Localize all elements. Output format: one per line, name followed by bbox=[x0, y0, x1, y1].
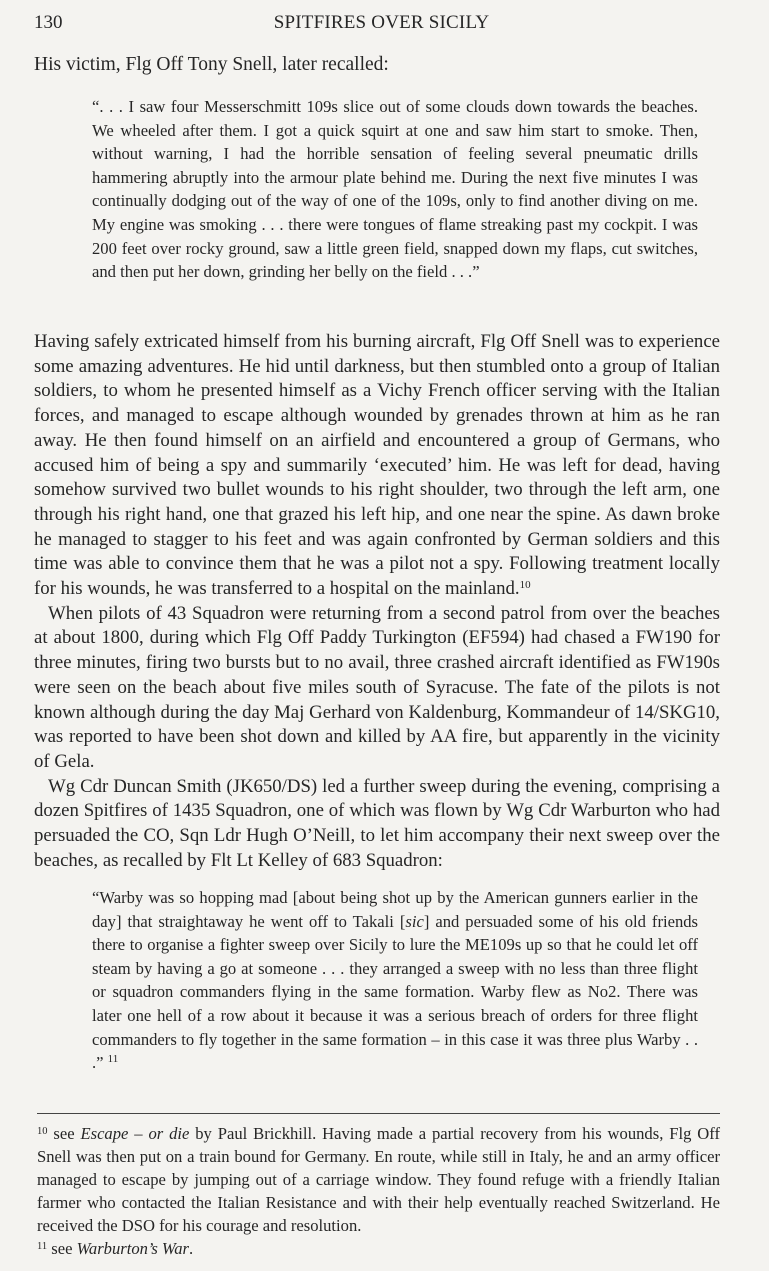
page-header bbox=[34, 12, 729, 38]
footnote-11: $^{11}$ see Warburton’s War. bbox=[37, 1239, 194, 1258]
block-quote-kelley bbox=[92, 886, 698, 1075]
intro-line: His victim, Flg Off Tony Snell, later recalled: bbox=[34, 54, 389, 75]
cited-title: Escape – or die bbox=[80, 1124, 190, 1143]
paragraph-43-squadron: When pilots of 43 Squadron were returning from a second patrol from over the beaches at about 1800, during which Flg Off Paddy Turkington (EF594) had chased a FW190 for three minutes, firing two bursts but to no avail, three crashed aircraft identified as FW190s were seen on the beach about five miles south of Syracuse. The fate of the pilots is not known although during the day Maj Gerhard von Kaldenburg, Kommandeur of 14/SKG10, was reported to have been shot down and killed by AA fire, but apparently in the vicinity of Gela. bbox=[34, 602, 720, 772]
cited-title: Warburton’s War bbox=[76, 1239, 189, 1258]
footnote-divider bbox=[37, 1113, 720, 1114]
quote-text: “Warby was so hopping mad [about being shot up by the American gunners earlier in the day] that straightaway he went off to Takali [sic] and persuaded some of his old friends there to organise a fighter sweep over Sicily to lure the ME109s up so that he could let off steam by having a go at someone . . . they arranged a sweep with no less than three flight or squadron commanders flying in the same formation. Warby flew as No2. There was later one hell of a row about it because it was a serious breach of orders for three flight commanders to fly together in the same formation – in this case it was three plus Warby . . .” $^{11}$ bbox=[92, 888, 698, 1073]
paragraph-duncan-smith: Wg Cdr Duncan Smith (JK650/DS) led a further sweep during the evening, comprising a dozen Spitfires of 1435 Squadron, one of which was flown by Wg Cdr Warburton who had persuaded the CO, Sqn Ldr Hugh O’Neill, to let him accompany their next sweep over the beaches, as recalled by Flt Lt Kelley of 683 Squadron: bbox=[34, 775, 720, 871]
quote-text: “. . . I saw four Messerschmitt 109s slice out of some clouds down towards the beaches. We wheeled after them. I got a quick squirt at one and saw him start to smoke. Then, without warning, I had the horrible sensation of feeling several pneumatic drills hammering abruptly into the armour plate behind me. During the next five minutes I was continually dodging out of the way of one of the 109s, only to find another diving on me. My engine was smoking . . . there were tongues of flame streaking past my cockpit. I was 200 feet over rocky ground, saw a little green field, snapped down my flaps, cut switches, and then put her down, grinding her belly on the field . . .” bbox=[92, 97, 698, 282]
footnote-ref-10[interactable]: 10 bbox=[519, 579, 531, 592]
footnote-10: $^{10}$ see Escape – or die by Paul Brickhill. Having made a partial recovery from his wounds, Flg Off Snell was then put on a train bound for Germany. En route, while still in Italy, he and an army officer managed to escape by jumping out of a carriage window. They found refuge with a friendly Italian farmer who contacted the Italian Resistance and with their help eventually reached Switzerland. He received the DSO for his courage and resolution. bbox=[37, 1124, 720, 1235]
footnote-ref-11[interactable]: 11 bbox=[107, 1053, 119, 1066]
running-title: SPITFIRES OVER SICILY bbox=[273, 12, 490, 33]
block-quote-snell bbox=[92, 95, 698, 284]
page-number: 130 bbox=[34, 12, 63, 33]
body-text bbox=[34, 330, 720, 873]
paragraph-snell-adventures: Having safely extricated himself from his burning aircraft, Flg Off Snell was to experience some amazing adventures. He hid until darkness, but then stumbled onto a group of Italian soldiers, to whom he presented himself as a Vichy French officer serving with the Italian forces, and managed to escape although wounded by grenades thrown at him as he ran away. He then found himself on an airfield and encountered a group of Germans, who accused him of being a spy and summarily ‘executed’ him. He was left for dead, having somehow survived two bullet wounds to his right shoulder, two through the left arm, one through his right hand, one that grazed his left hip, and one near the spine. As dawn broke he managed to stagger to his feet and was again confronted by German soldiers and this time was able to convince them that he was a pilot not a spy. Following treatment locally for his wounds, he was transferred to a hospital on the mainland.$^{10}$ bbox=[34, 331, 720, 600]
footnotes bbox=[37, 1122, 720, 1260]
